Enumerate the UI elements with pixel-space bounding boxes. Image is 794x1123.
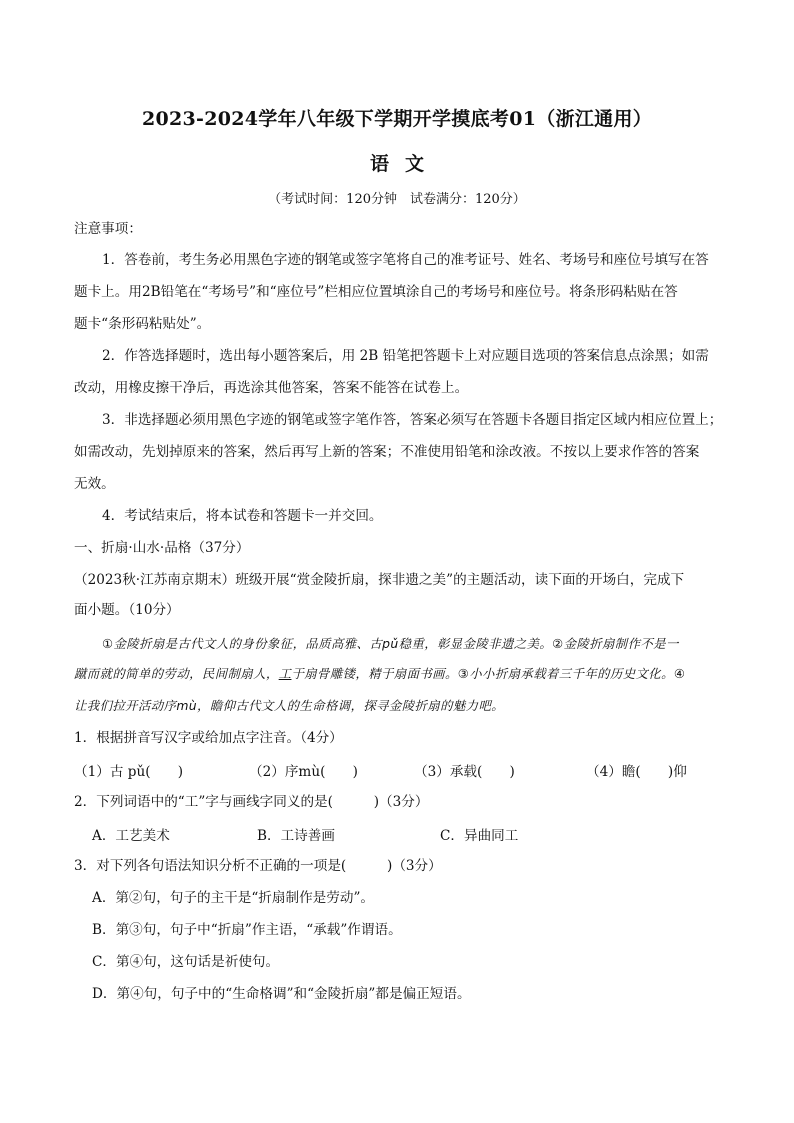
note-1-line-2: 题卡上。用2B铅笔在“考场号”和“座位号”栏相应位置填涂自己的考场号和座位号。将条形码粘贴在答 (74, 284, 678, 300)
q3-option-b: B．第③句，句子中“折扇”作主语，“承载”作谓语。 (92, 922, 402, 938)
section-heading: 一、折扇·山水·品格（37分） (74, 540, 250, 556)
question-3-stem: 3．对下列各句语法知识分析不正确的一项是( )（3分） (74, 858, 442, 874)
question-2-stem: 2．下列词语中的“工”字与画线字同义的是( )（3分） (74, 794, 429, 810)
q1-item: （3）承载( ) (414, 764, 515, 780)
note-2-line-2: 改动，用橡皮擦干净后，再选涂其他答案，答案不能答在试卷上。 (74, 380, 469, 396)
question-1-items (74, 760, 734, 780)
passage-line-2 (74, 664, 685, 684)
q2-option: C．异曲同工 (440, 828, 519, 844)
subject-title: 语文 (369, 153, 440, 175)
section-intro-line-1: （2023秋·江苏南京期末）班级开展“赏金陵折扇，探非遗之美”的主题活动，读下面的开场白，完成下 (74, 572, 685, 588)
q3-option-a: A．第②句，句子的主干是“折扇制作是劳动”。 (92, 890, 374, 906)
note-3-line-1: 3．非选择题必须用黑色字迹的钢笔或签字笔作答，答案必须写在答题卡各题目指定区域内相应位置上； (102, 412, 723, 428)
q1-item: （1）古 pǔ( ) (74, 764, 184, 780)
passage-line-2-end: 于扇骨雕镂，精于扇面书画。③小小折扇承载着三千年的历史文化。④ (291, 666, 686, 681)
exam-info: （考试时间：120分钟 试卷满分：120分） (268, 192, 526, 207)
note-3-line-3: 无效。 (74, 476, 115, 492)
passage-line-2-start: 蹴而就的简单的劳动，民间制扇人， (74, 666, 279, 681)
q1-item: （4）瞻( )仰 (586, 764, 687, 780)
q3-option-d: D．第④句，句子中的“生命格调”和“金陵折扇”都是偏正短语。 (92, 986, 471, 1002)
notes-heading: 注意事项： (74, 221, 142, 237)
q3-option-c: C．第④句，这句话是祈使句。 (92, 954, 280, 970)
underlined-character: 工 (278, 666, 292, 681)
passage-line-3: 让我们拉开活动序mù，瞻仰古代文人的生命格调，探寻金陵折扇的魅力吧。 (74, 698, 505, 713)
q2-option: A．工艺美术 (92, 828, 170, 844)
section-intro-line-2: 面小题。（10分） (74, 602, 180, 618)
passage-line-1: ①金陵折扇是古代文人的身份象征，品质高雅、古pǔ稳重，彰显金陵非遗之美。②金陵折扇制作不是一 (102, 636, 679, 651)
question-2-options (92, 824, 692, 844)
question-1-stem: 1．根据拼音写汉字或给加点字注音。（4分） (74, 730, 343, 746)
q2-option: B．工诗善画 (257, 828, 335, 844)
note-2-line-1: 2．作答选择题时，选出每小题答案后，用 2B 铅笔把答题卡上对应题目选项的答案信息点涂黑；如需 (102, 348, 709, 364)
exam-title: 2023-2024学年八年级下学期开学摸底考01（浙江通用） (141, 108, 653, 130)
note-1-line-1: 1．答卷前，考生务必用黑色字迹的钢笔或签字笔将自己的准考证号、姓名、考场号和座位号填写在答 (102, 252, 709, 268)
note-1-line-3: 题卡“条形码粘贴处”。 (74, 316, 211, 332)
note-3-line-2: 如需改动，先划掉原来的答案，然后再写上新的答案；不准使用铅笔和涂改液。不按以上要求作答的答案 (74, 444, 700, 460)
q1-item: （2）序mù( ) (249, 764, 358, 780)
note-4: 4．考试结束后，将本试卷和答题卡一并交回。 (102, 508, 383, 524)
